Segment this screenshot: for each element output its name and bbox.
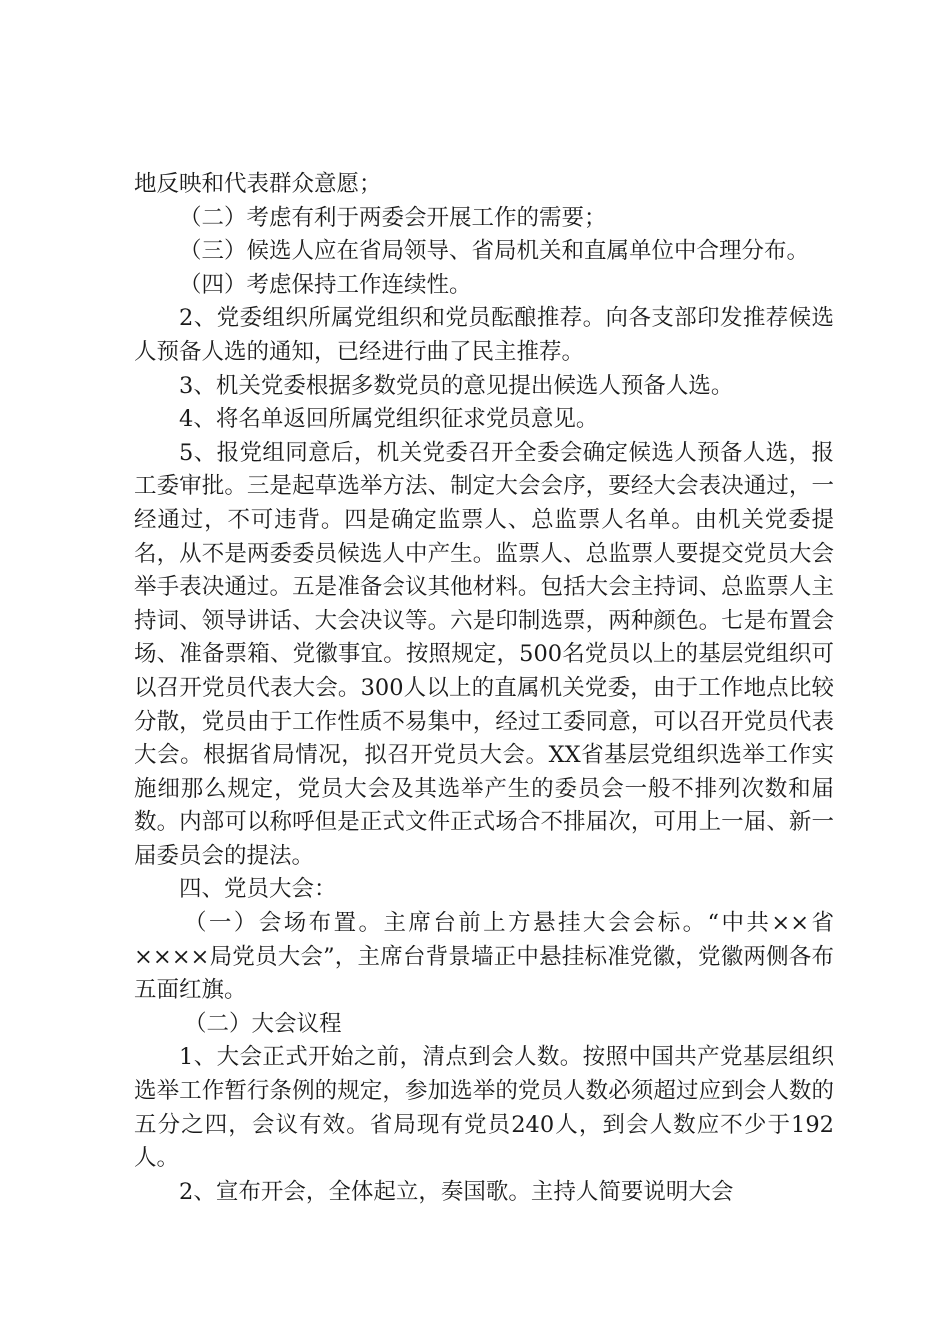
paragraph-2: （二）考虑有利于两委会开展工作的需要； (179, 204, 607, 231)
paragraph-7: 4、将名单返回所属党组织征求党员意见。 (179, 406, 599, 433)
paragraph-5: 2、党委组织所属党组织和党员酝酿推荐。向各支部印发推荐候选人预备人选的通知，已经进行曲了民主推荐。 (134, 305, 834, 365)
paragraph-9: 四、党员大会： (179, 876, 337, 903)
paragraph-11: （二）大会议程 (184, 1010, 342, 1037)
document-body (134, 168, 834, 1209)
paragraph-8: 5、报党组同意后，机关党委召开全委会确定候选人预备人选，报工委审批。三是起草选举方法、制定大会会序，要经大会表决通过，一经通过，不可违背。四是确定监票人、总监票人名单。由机关党委提名，从不是两委委员候选人中产生。监票人、总监票人要提交党员大会举手表决通过。五是准备会议其他材料。包括大会主持词、总监票人主持词、领导讲话、大会决议等。六是印制选票，两种颜色。七是布置会场、准备票箱、党徽事宜。按照规定，500名党员以上的基层党组织可以召开党员代表大会。300人以上的直属机关党委，由于工作地点比较分散，党员由于工作性质不易集中，经过工委同意，可以召开党员代表大会。根据省局情况，拟召开党员大会。XX省基层党组织选举工作实施细那么规定，党员大会及其选举产生的委员会一般不排列次数和届数。内部可以称呼但是正式文件正式场合不排届次，可用上一届、新一届委员会的提法。 (134, 439, 834, 869)
paragraph-4: （四）考虑保持工作连续性。 (179, 271, 472, 298)
paragraph-3: （三）候选人应在省局领导、省局机关和直属单位中合理分布。 (179, 238, 810, 265)
paragraph-13: 2、宣布开会，全体起立，奏国歌。主持人简要说明大会 (179, 1178, 734, 1205)
paragraph-1: 地反映和代表群众意愿； (134, 171, 382, 197)
paragraph-10: （一）会场布置。主席台前上方悬挂大会会标。“中共××省××××局党员大会”，主席台背景墙正中悬挂标准党徽，党徽两侧各布五面红旗。 (134, 910, 834, 1004)
paragraph-12: 1、大会正式开始之前，清点到会人数。按照中国共产党基层组织选举工作暂行条例的规定，参加选举的党员人数必须超过应到会人数的五分之四，会议有效。省局现有党员240人，到会人数应不少于192人。 (134, 1044, 834, 1172)
paragraph-6: 3、机关党委根据多数党员的意见提出候选人预备人选。 (179, 372, 734, 399)
